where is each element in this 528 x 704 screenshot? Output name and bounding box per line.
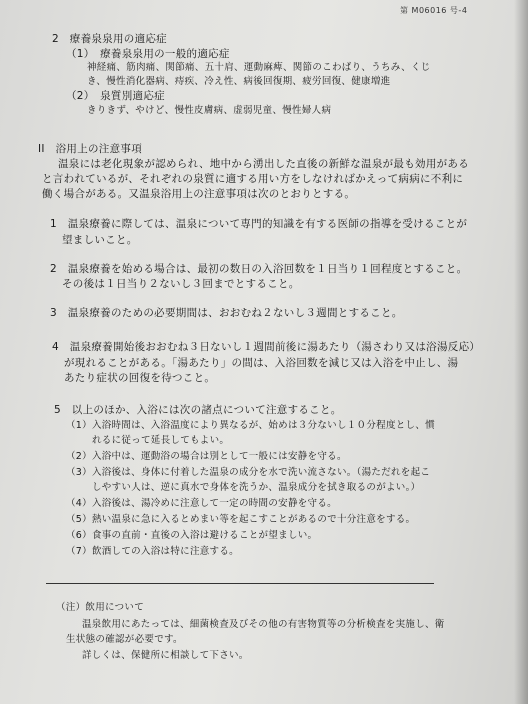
note-line: 生状態の確認が必要です。 [66, 634, 183, 645]
list-item-cont: 望ましいこと。 [62, 234, 138, 246]
sub-list-item: （6）食事の直前・直後の入浴は避けることが望ましい。 [66, 530, 318, 541]
paragraph-line: 働く場合がある。又温泉浴用上の注意事項は次のとおりとする。 [42, 188, 356, 200]
section-heading: II 浴用上の注意事項 [38, 143, 142, 155]
page-edge-shadow [514, 0, 528, 704]
text-line: き、慢性消化器病、痔疾、冷え性、病後回復期、疲労回復、健康増進 [87, 76, 391, 87]
section-heading: 2 療養泉泉用の適応症 [52, 33, 167, 45]
sub-list-item: （1）入浴時間は、入浴温度により異なるが、始めは３分ないし１０分程度とし、慣 [66, 420, 435, 431]
note-line: 温泉飲用にあたっては、細菌検査及びその他の有害物質等の分析検査を実施し、衛 [82, 619, 445, 630]
list-item: 5 以上のほか、入浴には次の諸点について注意すること。 [54, 404, 342, 416]
list-item: 2 温泉療養を始める場合は、最初の数日の入浴回数を１日当り１回程度とすること。 [50, 263, 468, 275]
sub-list-item-cont: しやすい人は、逆に真水で身体を洗うか、温泉成分を拭き取るのがよい。） [92, 482, 421, 493]
list-item-cont: あたり症状の回復を待つこと。 [64, 372, 216, 384]
sub-list-item: （7）飲酒しての入浴は特に注意する。 [66, 546, 239, 557]
sub-list-item: （3）入浴後は、身体に付着した温泉の成分を水で洗い流さない。（湯ただれを起こ [66, 467, 431, 478]
text-line: 神経痛、筋肉痛、関節痛、五十肩、運動麻痺、関節のこわばり、うちみ、くじ [87, 62, 431, 73]
list-item: 3 温泉療養のための必要期間は、おおむね２ないし３週間とすること。 [50, 307, 403, 319]
divider-line [46, 583, 434, 584]
sub-list-item-cont: れるに従って延長してもよい。 [92, 435, 230, 446]
note-heading: （注）飲用について [56, 602, 145, 613]
sub-list-item: （5）熱い温泉に急に入るとめまい等を起こすことがあるので十分注意をする。 [66, 514, 416, 525]
sub-list-item: （2）入浴中は、運動浴の場合は別として一般には安静を守る。 [66, 451, 347, 462]
paragraph-line: 温泉には老化現象が認められ、地中から湧出した直後の新鮮な温泉が最も効用がある [58, 158, 470, 170]
list-item: 4 温泉療養開始後おおむね３日ないし１週間前後に湯あたり（湯さわり又は浴湯反応） [52, 341, 481, 353]
text-line: きりきず、やけど、慢性皮膚病、虚弱児童、慢性婦人病 [87, 105, 332, 116]
list-item-cont: その後は１日当り２ないし３回までとすること。 [62, 278, 300, 290]
sub-list-item: （4）入浴後は、湯冷めに注意して一定の時間の安静を守る。 [66, 498, 337, 509]
document-number: 第 M06016 号-4 [400, 6, 468, 15]
list-item-cont: が現れることがある。「湯あたり」の間は、入浴回数を減じ又は入浴を中止し、湯 [64, 357, 459, 369]
list-item: 1 温泉療養に際しては、温泉について専門的知識を有する医師の指導を受けることが [50, 218, 468, 230]
subsection-heading: （1） 療養泉泉用の一般的適応症 [66, 48, 230, 60]
note-line: 詳しくは、保健所に相談して下さい。 [82, 650, 249, 661]
paragraph-line: と言われているが、それぞれの泉質に適する用い方をしなければかえって病病に不利に [42, 173, 464, 185]
subsection-heading: （2） 泉質別適応症 [66, 90, 165, 102]
